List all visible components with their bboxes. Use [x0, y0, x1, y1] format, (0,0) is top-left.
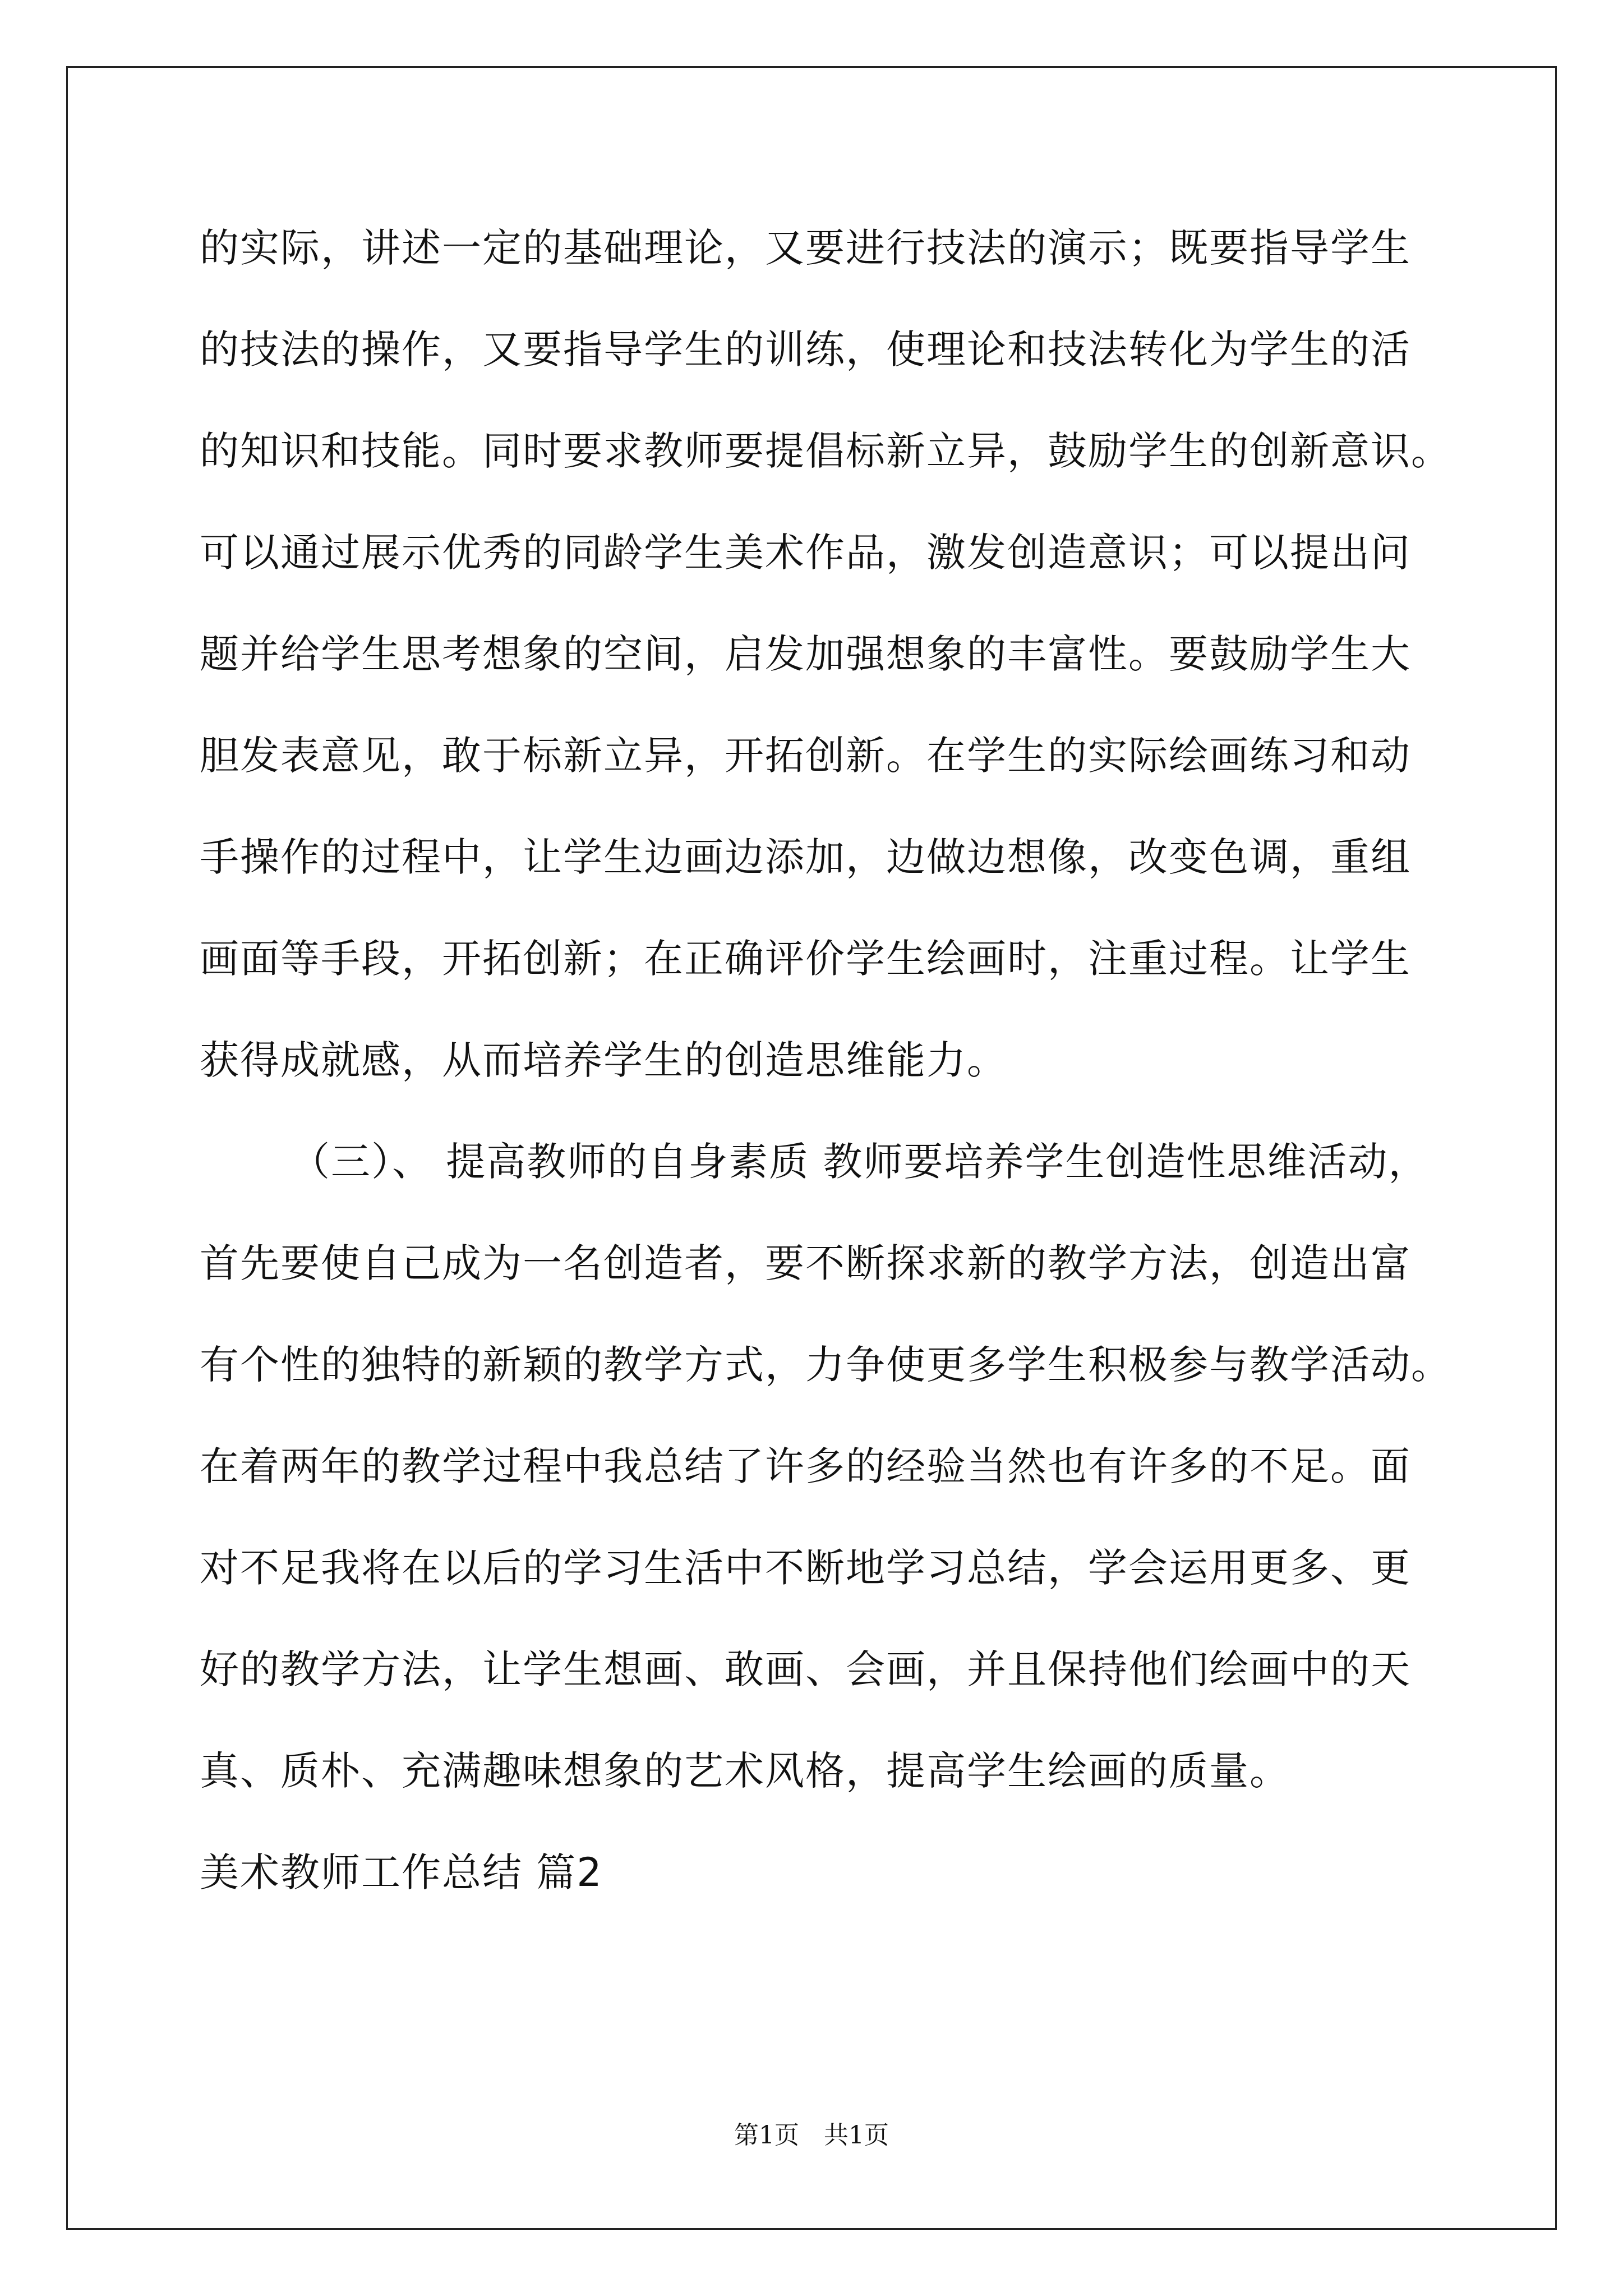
paragraph-line: 手操作的过程中，让学生边画边添加，边做边想像，改变色调，重组: [200, 834, 1411, 880]
paragraph-line: 真、质朴、充满趣味想象的艺术风格，提高学生绘画的质量。: [200, 1748, 1290, 1794]
paragraph-line: 获得成就感，从而培养学生的创造思维能力。: [200, 1037, 1007, 1083]
paragraph-line: 好的教学方法，让学生想画、敢画、会画，并且保持他们绘画中的天: [200, 1646, 1411, 1692]
paragraph-line: 在着两年的教学过程中我总结了许多的经验当然也有许多的不足。面: [200, 1443, 1411, 1489]
paragraph-line: 对不足我将在以后的学习生活中不断地学习总结，学会运用更多、更: [200, 1545, 1411, 1591]
page-number-footer: 第1页 共1页: [734, 2121, 889, 2150]
section-heading-line: （三）、 提高教师的自身素质 教师要培养学生创造性思维活动，: [291, 1139, 1429, 1185]
article-title: 美术教师工作总结 篇2: [200, 1849, 603, 1895]
paragraph-line: 首先要使自己成为一名创造者，要不断探求新的教学方法，创造出富: [200, 1240, 1411, 1286]
paragraph-line: 可以通过展示优秀的同龄学生美术作品，激发创造意识；可以提出问: [200, 530, 1411, 576]
paragraph-line: 有个性的独特的新颖的教学方式，力争使更多学生积极参与教学活动。: [200, 1342, 1451, 1388]
paragraph-line: 的实际，讲述一定的基础理论，又要进行技法的演示；既要指导学生: [200, 225, 1411, 271]
paragraph-line: 题并给学生思考想象的空间，启发加强想象的丰富性。要鼓励学生大: [200, 631, 1411, 677]
paragraph-line: 的知识和技能。同时要求教师要提倡标新立异，鼓励学生的创新意识。: [200, 428, 1451, 474]
paragraph-line: 胆发表意见，敢于标新立异，开拓创新。在学生的实际绘画练习和动: [200, 733, 1411, 779]
paragraph-line: 的技法的操作，又要指导学生的训练，使理论和技法转化为学生的活: [200, 326, 1411, 372]
paragraph-line: 画面等手段，开拓创新；在正确评价学生绘画时，注重过程。让学生: [200, 936, 1411, 982]
